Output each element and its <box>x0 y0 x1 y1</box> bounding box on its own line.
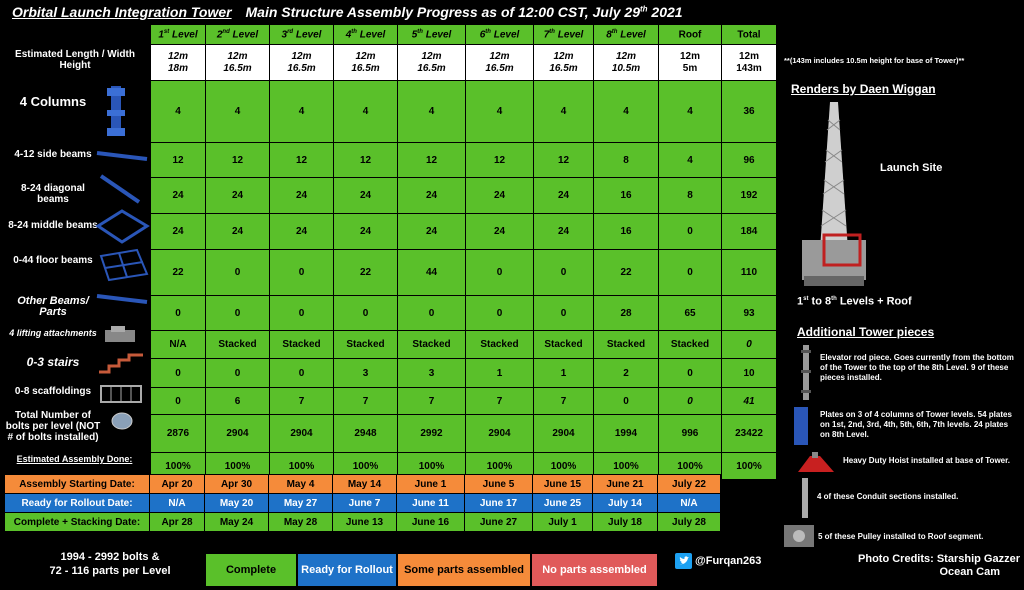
page-title <box>12 4 683 20</box>
table-cell: 12m 16.5m <box>466 45 534 81</box>
table-cell: May 28 <box>269 513 333 532</box>
row-label-middle-beams: 8-24 middle beams <box>8 220 98 231</box>
table-cell: Stacked <box>270 331 334 359</box>
table-cell: 12m 16.5m <box>398 45 466 81</box>
table-cell: 24 <box>534 178 594 214</box>
table-cell: May 20 <box>205 494 269 513</box>
row-label-rollout: Ready for Rollout Date: <box>5 494 150 513</box>
table-cell: Stacked <box>659 331 722 359</box>
table-cell: 0 <box>206 250 270 296</box>
table-cell: 24 <box>534 214 594 250</box>
table-cell: May 24 <box>205 513 269 532</box>
table-cell: 100% <box>206 453 270 480</box>
col-header-8: 8th Level <box>594 25 659 45</box>
table-cell: 2876 <box>151 415 206 453</box>
table-cell: 2904 <box>534 415 594 453</box>
table-cell: July 22 <box>658 475 721 494</box>
table-cell: N/A <box>151 331 206 359</box>
table-cell: 0 <box>334 296 398 331</box>
table-cell: N/A <box>658 494 721 513</box>
col-header-2: 2nd Level <box>206 25 270 45</box>
stairs-icon <box>95 352 150 376</box>
row-label-stairs: 0-3 stairs <box>26 355 80 369</box>
col-header-5: 5th Level <box>398 25 466 45</box>
elevator-description: Elevator rod piece. Goes currently from the bottom of the Tower to the top of the 8th Level. 9 of these pieces installed. <box>820 353 1014 382</box>
conduit-description: 4 of these Conduit sections installed. <box>817 492 959 501</box>
table-cell: 24 <box>206 214 270 250</box>
table-cell: Stacked <box>334 331 398 359</box>
row-label-diagonal-beams: 8-24 diagonal beams <box>21 183 85 205</box>
hoist-icon <box>790 452 840 478</box>
table-cell: 24 <box>398 214 466 250</box>
row-complete-dates <box>5 513 721 532</box>
scaffolding-icon <box>95 382 150 406</box>
row-label-columns: 4 Columns <box>19 94 87 109</box>
table-cell: 24 <box>334 214 398 250</box>
row-rollout-dates <box>5 494 721 513</box>
table-cell: 0 <box>466 250 534 296</box>
levels-caption: 1st to 8th Levels + Roof <box>797 295 912 308</box>
row-label-complete: Complete + Stacking Date: <box>5 513 150 532</box>
pulley-icon <box>783 524 815 548</box>
table-cell: June 27 <box>465 513 533 532</box>
table-cell: 93 <box>722 296 777 331</box>
table-cell: 7 <box>466 388 534 415</box>
table-cell: 0 <box>466 296 534 331</box>
table-cell: 12 <box>151 143 206 178</box>
twitter-icon <box>675 553 692 569</box>
col-header-7: 7th Level <box>534 25 594 45</box>
table-cell: 22 <box>594 250 659 296</box>
table-cell: June 17 <box>465 494 533 513</box>
table-cell: 100% <box>334 453 398 480</box>
table-cell: 12 <box>206 143 270 178</box>
table-cell: 3 <box>398 359 466 388</box>
dates-table <box>4 474 721 532</box>
col-header-roof: Roof <box>659 25 722 45</box>
table-cell: June 11 <box>397 494 465 513</box>
table-cell: 12 <box>270 143 334 178</box>
table-cell: 4 <box>398 81 466 143</box>
table-cell: 4 <box>206 81 270 143</box>
table-cell: 192 <box>722 178 777 214</box>
table-cell: 0 <box>594 388 659 415</box>
bolt-icon <box>95 408 150 434</box>
table-cell: 12 <box>466 143 534 178</box>
table-cell: 4 <box>270 81 334 143</box>
row-label-dims: Estimated Length / Width Height <box>15 49 135 71</box>
table-cell: June 25 <box>533 494 593 513</box>
table-cell: 12m 16.5m <box>534 45 594 81</box>
table-cell: 24 <box>270 178 334 214</box>
col-header-1: 1st Level <box>151 25 206 45</box>
table-cell: 0 <box>206 296 270 331</box>
table-cell: 22 <box>151 250 206 296</box>
column-icon <box>95 84 150 139</box>
twitter-handle: @Furqan263 <box>675 553 761 569</box>
table-cell: 4 <box>659 143 722 178</box>
table-cell: 0 <box>659 214 722 250</box>
table-cell: June 5 <box>465 475 533 494</box>
row-stairs <box>151 359 777 388</box>
table-cell: 12m 16.5m <box>270 45 334 81</box>
row-side-beams <box>151 143 777 178</box>
table-cell: 100% <box>270 453 334 480</box>
table-cell: 0 <box>722 331 777 359</box>
table-cell: 36 <box>722 81 777 143</box>
photo-credits: Photo Credits: Starship Gazzer Ocean Cam <box>858 553 1020 578</box>
table-cell: 3 <box>334 359 398 388</box>
table-cell: 28 <box>594 296 659 331</box>
table-cell: 12 <box>334 143 398 178</box>
hoist-description: Heavy Duty Hoist installed at base of Tower. <box>843 456 1011 465</box>
row-label-assembly-done: Estimated Assembly Done: <box>16 454 133 464</box>
row-label-start: Assembly Starting Date: <box>5 475 150 494</box>
table-cell: 1 <box>466 359 534 388</box>
table-cell: 7 <box>398 388 466 415</box>
row-start-dates <box>5 475 721 494</box>
row-label-bolts: Total Number of bolts per level (NOT # of bolts installed) <box>5 410 101 443</box>
table-cell: 16 <box>594 178 659 214</box>
table-cell: 41 <box>722 388 777 415</box>
table-cell: June 21 <box>593 475 658 494</box>
table-cell: 0 <box>534 250 594 296</box>
table-cell: 12m 5m <box>659 45 722 81</box>
row-scaffoldings <box>151 388 777 415</box>
table-cell: 16 <box>594 214 659 250</box>
table-cell: 0 <box>398 296 466 331</box>
row-label-lifting: 4 lifting attachments <box>9 328 97 338</box>
header-row <box>151 25 777 45</box>
table-cell: June 1 <box>397 475 465 494</box>
table-cell: 24 <box>334 178 398 214</box>
row-label-side-beams: 4-12 side beams <box>14 149 92 160</box>
legend-complete: Complete <box>205 553 297 587</box>
table-cell: 0 <box>659 359 722 388</box>
row-bolts <box>151 415 777 453</box>
tower-render-image <box>800 100 870 290</box>
table-cell: 2992 <box>398 415 466 453</box>
table-cell: 100% <box>534 453 594 480</box>
row-floor-beams <box>151 250 777 296</box>
table-cell: 1994 <box>594 415 659 453</box>
table-cell: 4 <box>466 81 534 143</box>
table-cell: June 15 <box>533 475 593 494</box>
assembly-progress-table <box>150 24 777 480</box>
table-cell: 0 <box>206 359 270 388</box>
row-label-other: Other Beams/ Parts <box>17 295 89 318</box>
additional-pieces-heading: Additional Tower pieces <box>797 325 935 339</box>
table-cell: 100% <box>151 453 206 480</box>
table-cell: 12 <box>534 143 594 178</box>
table-cell: June 7 <box>333 494 397 513</box>
table-cell: Stacked <box>466 331 534 359</box>
table-cell: 110 <box>722 250 777 296</box>
table-cell: 0 <box>151 359 206 388</box>
row-lifting <box>151 331 777 359</box>
table-cell: June 13 <box>333 513 397 532</box>
table-cell: 0 <box>270 359 334 388</box>
row-label-scaffoldings: 0-8 scaffoldings <box>14 386 92 397</box>
table-cell: 12m 16.5m <box>206 45 270 81</box>
table-cell: 0 <box>270 296 334 331</box>
legend-no-parts: No parts assembled <box>531 553 658 587</box>
table-cell: 8 <box>659 178 722 214</box>
table-cell: 65 <box>659 296 722 331</box>
table-cell: Apr 20 <box>150 475 205 494</box>
table-cell: July 18 <box>593 513 658 532</box>
row-columns <box>151 81 777 143</box>
table-cell: 2904 <box>206 415 270 453</box>
table-cell: Stacked <box>534 331 594 359</box>
table-cell: 12m 18m <box>151 45 206 81</box>
table-cell: 12m 143m <box>722 45 777 81</box>
col-header-3: 3rd Level <box>270 25 334 45</box>
renders-heading: Renders by Daen Wiggan <box>791 82 936 96</box>
table-cell: 24 <box>270 214 334 250</box>
table-cell: 100% <box>594 453 659 480</box>
table-cell: 7 <box>334 388 398 415</box>
table-cell: 23422 <box>722 415 777 453</box>
table-cell: 100% <box>659 453 722 480</box>
height-note: **(143m includes 10.5m height for base of Tower)** <box>784 56 965 65</box>
table-cell: 100% <box>398 453 466 480</box>
table-cell: May 27 <box>269 494 333 513</box>
col-header-total: Total <box>722 25 777 45</box>
table-cell: July 28 <box>658 513 721 532</box>
table-cell: 96 <box>722 143 777 178</box>
row-diagonal-beams <box>151 178 777 214</box>
table-cell: 24 <box>398 178 466 214</box>
row-other <box>151 296 777 331</box>
table-cell: May 4 <box>269 475 333 494</box>
side-beam-icon <box>95 145 150 165</box>
table-cell: 24 <box>206 178 270 214</box>
title-subtitle: Main Structure Assembly Progress as of 12:00 CST, July 29th 2021 <box>245 4 683 20</box>
table-cell: 2 <box>594 359 659 388</box>
table-cell: 0 <box>659 388 722 415</box>
table-cell: 100% <box>466 453 534 480</box>
table-cell: 12 <box>398 143 466 178</box>
other-beam-icon <box>95 290 150 308</box>
table-cell: 4 <box>594 81 659 143</box>
dims-row <box>151 45 777 81</box>
table-cell: 7 <box>534 388 594 415</box>
title-main: Orbital Launch Integration Tower <box>12 4 232 20</box>
table-cell: 0 <box>659 250 722 296</box>
table-cell: 0 <box>270 250 334 296</box>
elevator-rod-icon <box>800 345 812 400</box>
table-cell: 24 <box>466 214 534 250</box>
table-cell: Apr 28 <box>150 513 205 532</box>
table-cell: Apr 30 <box>205 475 269 494</box>
floor-beam-icon <box>95 246 150 286</box>
table-cell: Stacked <box>594 331 659 359</box>
bolts-summary: 1994 - 2992 bolts & 72 - 116 parts per Level <box>49 551 171 577</box>
table-cell: 6 <box>206 388 270 415</box>
table-cell: 7 <box>270 388 334 415</box>
table-cell: 12m 10.5m <box>594 45 659 81</box>
table-cell: Stacked <box>398 331 466 359</box>
table-cell: 22 <box>334 250 398 296</box>
table-cell: 0 <box>151 388 206 415</box>
table-cell: 44 <box>398 250 466 296</box>
table-cell: 184 <box>722 214 777 250</box>
table-cell: 0 <box>151 296 206 331</box>
launch-site-label: Launch Site <box>880 162 943 174</box>
col-header-4: 4th Level <box>334 25 398 45</box>
col-header-6: 6th Level <box>466 25 534 45</box>
table-cell: June 16 <box>397 513 465 532</box>
table-cell: 2948 <box>334 415 398 453</box>
row-middle-beams <box>151 214 777 250</box>
conduit-icon <box>800 478 810 518</box>
table-cell: 0 <box>534 296 594 331</box>
pulley-description: 5 of these Pulley installed to Roof segment. <box>818 532 984 541</box>
plates-description: Plates on 3 of 4 columns of Tower levels. 54 plates on 1st, 2nd, 3rd, 4th, 5th, 6th, 7th levels. 24 plates on 8th Level. <box>820 410 1012 439</box>
table-cell: Stacked <box>206 331 270 359</box>
table-cell: 10 <box>722 359 777 388</box>
middle-beam-icon <box>95 208 150 246</box>
table-cell: N/A <box>150 494 205 513</box>
table-cell: July 1 <box>533 513 593 532</box>
table-cell: 12m 16.5m <box>334 45 398 81</box>
table-cell: 4 <box>534 81 594 143</box>
table-cell: 996 <box>659 415 722 453</box>
table-cell: July 14 <box>593 494 658 513</box>
table-cell: 24 <box>151 214 206 250</box>
table-cell: 4 <box>151 81 206 143</box>
table-cell: 4 <box>659 81 722 143</box>
row-label-floor-beams: 0-44 floor beams <box>13 255 93 266</box>
table-cell: 4 <box>334 81 398 143</box>
table-cell: May 14 <box>333 475 397 494</box>
legend-rollout: Ready for Rollout <box>297 553 397 587</box>
table-cell: 100% <box>722 453 777 480</box>
legend-some-parts: Some parts assembled <box>397 553 531 587</box>
table-cell: 24 <box>466 178 534 214</box>
table-cell: 2904 <box>270 415 334 453</box>
table-cell: 1 <box>534 359 594 388</box>
plates-icon <box>793 406 809 446</box>
table-cell: 8 <box>594 143 659 178</box>
table-cell: 2904 <box>466 415 534 453</box>
lifting-attachment-icon <box>95 324 150 346</box>
diagonal-beam-icon <box>95 172 150 207</box>
table-cell: 24 <box>151 178 206 214</box>
